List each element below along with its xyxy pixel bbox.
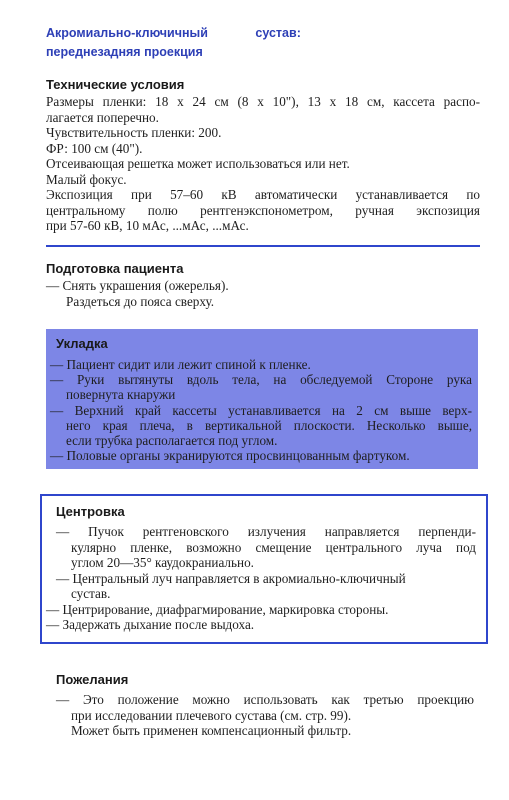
- tech-line: лагается поперечно.: [46, 109, 159, 125]
- centering-line: сустав.: [71, 586, 111, 601]
- prep-section: [46, 278, 480, 309]
- tech-line: Чувствительность пленки: 200.: [46, 125, 222, 140]
- centering-line: — Пучок рентгеновского излучения направляется перпенди-: [56, 524, 476, 539]
- centering-line: — Центрирование, диафрагмирование, маркировка стороны.: [46, 601, 389, 617]
- positioning-line: — Половые органы экранируются просвинцованным фартуком.: [50, 448, 410, 464]
- wishes-line: при исследовании плечевого сустава (см. стр. 99).: [71, 707, 352, 723]
- wishes-line: Может быть применен компенсационный фильтр.: [71, 723, 352, 738]
- positioning-line: если трубка располагается под углом.: [66, 433, 278, 449]
- centering-section: [46, 524, 476, 633]
- tech-line: ФР: 100 см (40").: [46, 140, 143, 156]
- wishes-heading: Пожелания: [56, 672, 129, 687]
- centering-line: кулярно пленке, возможно смещение центрального луча под: [71, 539, 476, 555]
- tech-heading: Технические условия: [46, 77, 185, 92]
- prep-heading: Подготовка пациента: [46, 261, 184, 276]
- tech-line: Экспозиция при 57–60 кВ автоматически устанавливается по: [46, 187, 480, 202]
- tech-line: Отсеивающая решетка может использоваться или нет.: [46, 156, 350, 171]
- positioning-line: повернута кнаружи: [66, 387, 176, 403]
- wishes-section: [56, 692, 474, 739]
- page-title: [46, 24, 486, 62]
- title-line-2: переднезадняя проекция: [46, 45, 203, 59]
- prep-line: Раздеться до пояса сверху.: [66, 293, 215, 309]
- prep-line: — Снять украшения (ожерелья).: [46, 278, 229, 293]
- positioning-line: — Верхний край кассеты устанавливается на 2 см выше верх-: [50, 402, 472, 418]
- centering-line: — Центральный луч направляется в акромиально-ключичный: [56, 570, 406, 586]
- positioning-section: [50, 357, 472, 463]
- centering-heading: Центровка: [56, 504, 125, 519]
- tech-line: Малый фокус.: [46, 171, 127, 187]
- title-line-1: [46, 24, 486, 43]
- tech-line: при 57-60 кВ, 10 мАс, ...мАс, ...мАс.: [46, 218, 249, 233]
- wishes-line: — Это положение можно использовать как третью проекцию: [56, 692, 474, 707]
- title-part-2: сустав:: [255, 26, 301, 40]
- positioning-heading: Укладка: [56, 336, 108, 351]
- tech-line: центральному полю рентгенэкспонометром, ручная экспозиция: [46, 202, 480, 218]
- tech-line: Размеры пленки: 18 x 24 см (8 x 10"), 13 x 18 см, кассета распо-: [46, 94, 480, 109]
- positioning-line: — Руки вытянуты вдоль тела, на обследуемой Стороне рука: [50, 372, 472, 388]
- positioning-line: — Пациент сидит или лежит спиной к пленке.: [50, 357, 311, 372]
- centering-line: углом 20—35° каудокраниально.: [71, 555, 254, 570]
- section-divider: [46, 245, 480, 247]
- positioning-line: него края плеча, в вертикальной плоскости. Несколько выше,: [66, 417, 472, 433]
- centering-line: — Задержать дыхание после выдоха.: [46, 617, 255, 632]
- title-part-1: Акромиально-ключичный: [46, 26, 208, 40]
- tech-section: [46, 94, 480, 234]
